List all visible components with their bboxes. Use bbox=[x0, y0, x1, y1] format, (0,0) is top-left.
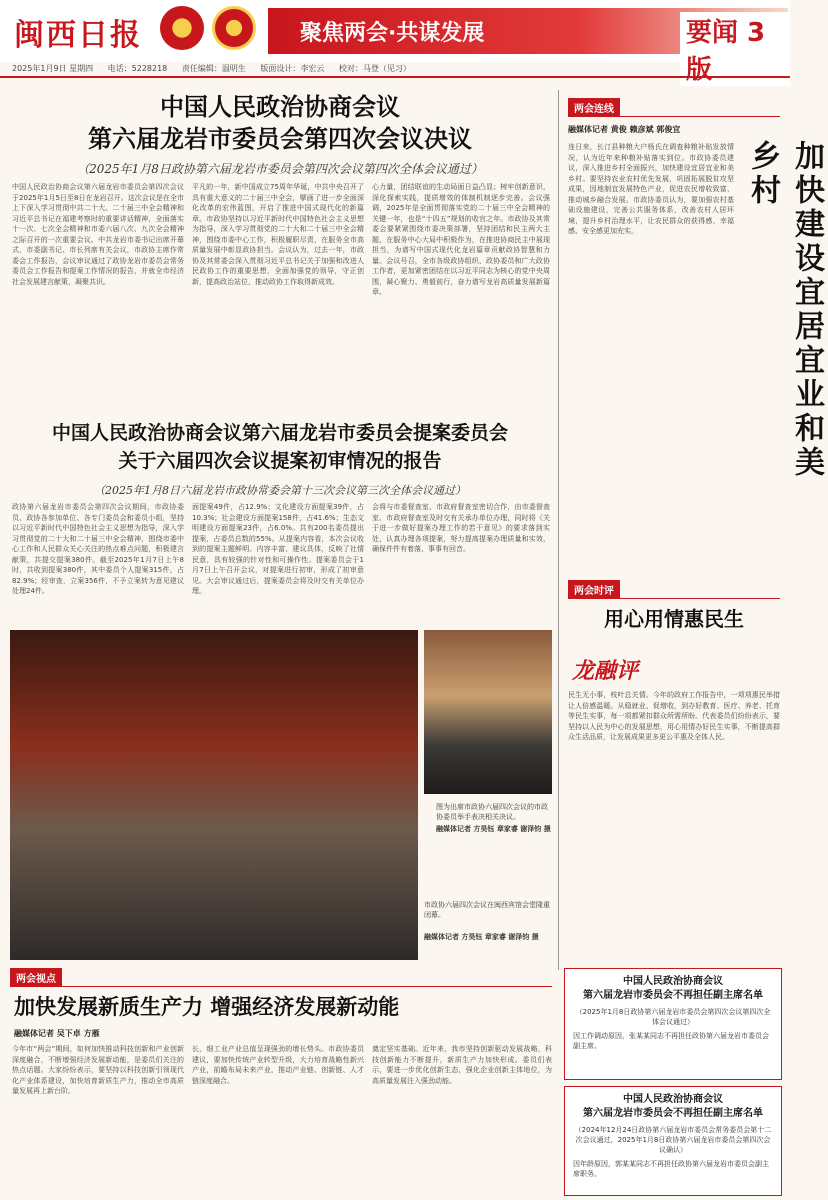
proposal-subtitle: （2025年1月8日六届龙岩市政协常委会第十三次会议第三次全体会议通过） bbox=[94, 484, 466, 497]
resolution-subtitle: （2025年1月8日政协第六届龙岩市委员会第四次会议第四次全体会议通过） bbox=[77, 162, 483, 176]
proposal-title-1: 中国人民政治协商会议第六届龙岩市委员会提案委员会 bbox=[51, 422, 508, 444]
notice2-title-1: 中国人民政治协商会议 bbox=[623, 1094, 723, 1105]
bottom-byline: 融媒体记者 吴下卓 方雁 bbox=[14, 1029, 100, 1038]
column-divider bbox=[558, 90, 559, 970]
commentary-brand: 龙融评 bbox=[572, 658, 639, 684]
resolution-title-2: 第六届龙岩市委员会第四次会议决议 bbox=[88, 125, 472, 153]
info-bar bbox=[0, 62, 790, 78]
resolution-body-col2: 平凡的一年，新中国成立75周年华诞，中共中央召开了具有重大意义的二十届三中全会，擘画了进一步全面深化改革的宏伟蓝图，开启了推进中国式现代化的新篇章。市政协坚持以习近平新时代中国特色社会主义思想为指导，深入学习贯彻党的二十大和二十届三中全会精神，围绕市委中心工作，积极履职尽责，在服务全市高质量发展中彰显政协担当。会议认为，过去一年，市政协及其常委会深入贯彻习近平总书记关于加强和改进人民政协工作的重要思想，全面加强党的领导，守正创新，提高政治站位，推动政协工作取得新成效。 bbox=[192, 183, 364, 286]
bottom-body-col3: 奠定坚实基础。近年来，我市坚持创新驱动发展战略，科技创新能力不断提升，新质生产力加快形成。委员们表示，要进一步优化创新生态，强化企业创新主体地位，为高质量发展注入强劲动能。 bbox=[372, 1045, 552, 1085]
editor: 责任编辑：温明生 bbox=[181, 64, 246, 73]
notice1-sub: （2025年1月8日政协第六届龙岩市委员会第四次会议第四次全体会议通过） bbox=[575, 1008, 771, 1026]
bottom-body-col2: 长，细工业产业总值呈现强劲的增长势头。市政协委员建议，要加快传统产业转型升级，大力培育战略性新兴产业，前瞻布局未来产业，推动产业链、创新链、人才链深度融合。 bbox=[192, 1045, 364, 1085]
notice-box-1 bbox=[564, 968, 782, 1080]
notice2-sub: （2024年12月24日政协第六届龙岩市委员会常务委员会第十二次会议通过，2025年1月8日政协第六届龙岩市委员会第四次会议确认） bbox=[574, 1126, 772, 1154]
proposal-body-col1: 政协第六届龙岩市委员会第四次会议期间，市政协委员、政协各参加单位、各专门委员会和委员小组，坚持以习近平新时代中国特色社会主义思想为指导，深入学习贯彻党的二十大和二十届三中全会精神，围绕市委中心工作和人民群众关心关注的热点难点问题，积极建言献策，共提交提案380件。截至2025年1月7日上午8时，共收到提案380件，其中委员个人提案315件，占82.9%；经审查，立案356件，不予立案转为意见建议处理24件。 bbox=[12, 503, 184, 595]
cppcc-emblem-icon bbox=[212, 6, 256, 50]
photo-caption-1: 图为出席市政协六届四次会议的市政协委员举手表决相关决议。 bbox=[436, 803, 548, 821]
notice1-title-1: 中国人民政治协商会议 bbox=[623, 976, 723, 987]
section-rule bbox=[568, 116, 780, 117]
photo-credit-2: 融媒体记者 方昊钰 章家睿 谢泽钧 摄 bbox=[424, 933, 539, 941]
notice1-body: 因工作调动原因，张某某同志不再担任政协第六届龙岩市委员会副主席。 bbox=[573, 1032, 769, 1050]
section-tag-lianxian: 两会连线 bbox=[568, 98, 620, 117]
page-label: 要闻 3 版 bbox=[680, 12, 790, 86]
resolution-body-col1: 中国人民政治协商会议第六届龙岩市委员会第四次会议于2025年1月5日至8日在龙岩召开。这次会议是在全市上下深入学习贯彻中共二十大、二十届三中全会精神和习近平总书记在福建考察时的重要讲话精神，全面落实十一次、七次全会精神和市委六届八次、九次全会精神之际召开的一次重要会议。中共龙岩市委书记出席开幕式，市委副书记、市长列席有关会议，市政协主席作常委会工作报告，会议审议通过了政协龙岩市委员会常务委员会工作报告和提案工作情况的报告，并就全市经济社会发展建言献策，凝聚共识。 bbox=[12, 183, 184, 286]
photo-caption-2: 市政协六届四次会议在闽西宾馆会堂隆重闭幕。 bbox=[424, 901, 550, 919]
notice-box-2 bbox=[564, 1086, 782, 1196]
right-mid-body: 民生无小事，枝叶总关情。今年的政府工作报告中，一项项惠民举措让人倍感温暖。从稳就业、促增收，到办好教育、医疗、养老、托育等民生实事，每一项都紧扣群众所需所盼。代表委员们纷纷表示，要坚持以人民为中心的发展思想，用心用情办好民生实事，不断提高群众生活品质，让发展成果更多更公平惠及全体人民。 bbox=[568, 691, 780, 741]
designer: 版面设计：李宏云 bbox=[260, 64, 325, 73]
proposal-body-col3: 会将与市委督查室、市政府督查室密切合作，由市委督查室、市政府督查室及时交有关承办单位办理，同时将《关于进一步做好提案办理工作的若干意见》的要求落到实处，认真办理各项提案，努力提高提案办理质量和实效，确保件件有着落、事事有回音。 bbox=[372, 503, 550, 553]
notice2-body: 因年龄原因，郭某某同志不再担任政协第六届龙岩市委员会副主席职务。 bbox=[573, 1160, 769, 1178]
right-top-body: 连日来，长汀县种粮大户杨氏在调查种粮补贴发放情况，认为近年来种粮补贴落实到位。市政协委员建议，深入推进乡村全面振兴，加快建设宜居宜业和美乡村。要坚持农业农村优先发展，巩固拓展脱贫攻坚成果，因地制宜发展特色产业，促进农民增收致富，推动城乡融合发展。市政协委员认为，要加强农村基础设施建设，完善公共服务体系，改善农村人居环境，提升乡村治理水平，让农民群众的获得感、幸福感、安全感更加充实。 bbox=[568, 143, 734, 235]
bottom-body-col1: 今年市“两会”期间，如何加快推动科技创新和产业创新深度融合，不断增强经济发展新动能，是委员们关注的热点话题。大家纷纷表示，要坚持以科技创新引领现代化产业体系建设，加快培育新质生产力，推动全市高质量发展再上新台阶。 bbox=[12, 1045, 184, 1095]
banner-title: 聚焦两会·共谋发展 bbox=[300, 21, 485, 46]
notice2-title-2: 第六届龙岩市委员会不再担任副主席名单 bbox=[583, 1108, 763, 1119]
issue-date: 2025年1月9日 星期四 bbox=[12, 64, 94, 73]
notice1-title-2: 第六届龙岩市委员会不再担任副主席名单 bbox=[583, 990, 763, 1001]
right-top-byline: 融媒体记者 黄俊 赖彦斌 郭俊宜 bbox=[568, 125, 681, 134]
proposal-body-col2: 面提案49件，占12.9%；文化建设方面提案39件，占10.3%；社会建设方面提案158件，占41.6%；生态文明建设方面提案23件，占6.0%。共有200名委员提出提案，占委员总数的55%。从提案内容看，本次会议收到的提案主题鲜明、内容丰富、建议具体，反映了社情民意，具有较强的针对性和可操作性。提案委员会于1月7日上午召开会议，对提案进行初审，形成了初审意见。大会审议通过后，提案委员会将及时交有关单位办理。 bbox=[192, 503, 364, 595]
section-rule-2 bbox=[568, 598, 780, 599]
proposal-title-2: 关于六届四次会议提案初审情况的报告 bbox=[118, 450, 442, 472]
proofreader: 校对：马登（见习） bbox=[338, 64, 411, 73]
meeting-photo-main bbox=[10, 630, 418, 960]
meeting-photo-side bbox=[424, 630, 552, 794]
right-mid-title: 用心用情惠民生 bbox=[604, 607, 744, 631]
section-tag-shiping: 两会时评 bbox=[568, 580, 620, 599]
right-top-vertical-title: 加快建设宜居宜业和美乡村 bbox=[745, 140, 824, 480]
resolution-body-col3: 心力量，团结联谊的生动局面日益凸显；树牢创新意识，深化探索实践，提质增效的体制机制逐步完善。会议强调，2025年是全面贯彻落实党的二十届三中全会精神的关键一年，也是“十四五”规划的收官之年。市政协及其常委会要紧紧围绕市委决策部署，坚持团结和民主两大主题，在服务中心大局中积极作为，在推进协商民主中展现担当，为谱写中国式现代化龙岩篇章贡献政协智慧和力量。会议号召，全市各级政协组织、政协委员和广大政协工作者，更加紧密团结在以习近平同志为核心的党中央周围，凝心聚力、勇毅前行，奋力谱写龙岩高质量发展新篇章。 bbox=[372, 183, 550, 296]
photo-credit-1: 融媒体记者 方昊钰 章家睿 谢泽钧 摄 bbox=[436, 825, 551, 833]
phone: 电话：5228218 bbox=[107, 64, 168, 73]
party-emblem-icon bbox=[160, 6, 204, 50]
newspaper-logo: 闽西日报 bbox=[14, 18, 142, 53]
resolution-title-1: 中国人民政治协商会议 bbox=[160, 93, 400, 121]
section-tag-shidian: 两会视点 bbox=[10, 968, 62, 987]
section-rule-3 bbox=[10, 986, 552, 987]
bottom-title: 加快发展新质生产力 增强经济发展新动能 bbox=[14, 995, 400, 1019]
